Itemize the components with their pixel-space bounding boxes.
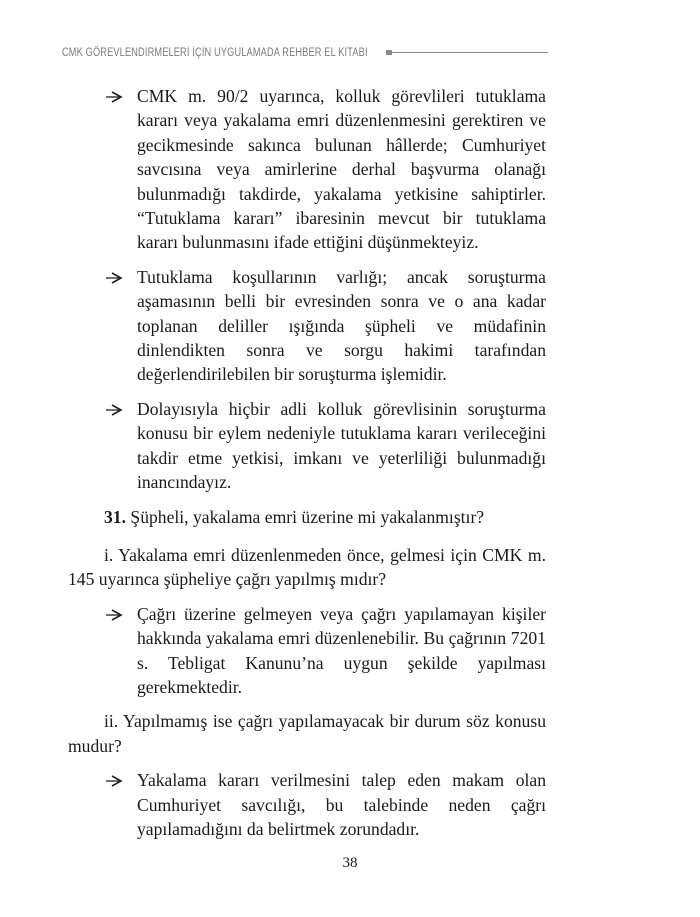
header-rule: [386, 52, 548, 53]
question-heading: [68, 505, 546, 529]
bullet-text: Tutuklama koşullarının varlığı; ancak soruşturma aşamasının belli bir evresinden sonra ve o ana kadar toplanan deliller ışığında şüpheli ve müdafinin dinlendikten sonra ve sorgu hakimi tarafından değerlendirilebilen bir soruşturma işlemidir.: [137, 266, 546, 385]
bullet-text: Dolayısıyla hiçbir adli kolluk görevlisinin soruşturma konusu bir eylem nedeniyle tutuklama kararı verileceğini takdir etme yetkisi, imkanı ve yeterliliği bulunmadığı inancındayız.: [137, 398, 546, 493]
bullet-text: Yakalama kararı verilmesini talep eden makam olan Cumhuriyet savcılığı, bu talebinde neden çağrı yapılamadığını da belirtmek zorundadır.: [137, 770, 546, 839]
arrow-right-icon: [104, 84, 126, 108]
bullet-item: [68, 602, 546, 700]
bullet-item: [68, 768, 546, 841]
arrow-right-icon: [104, 768, 126, 792]
arrow-right-icon: [104, 265, 126, 289]
running-header: [62, 45, 548, 61]
arrow-right-icon: [104, 602, 126, 626]
question-text: Şüpheli, yakalama emri üzerine mi yakalanmıştır?: [130, 506, 485, 527]
bullet-item: [68, 84, 546, 255]
running-title: CMK GÖREVLENDİRMELERİ İÇİN UYGULAMADA REHBER EL KİTABI: [62, 47, 368, 59]
question-number: 31.: [104, 506, 126, 527]
sub-question-i: i. Yakalama emri düzenlenmeden önce, gelmesi için CMK m. 145 uyarınca şüpheliye çağrı yapılmış mıdır?: [68, 544, 546, 590]
bullet-text: CMK m. 90/2 uyarınca, kolluk görevlileri tutuklama kararı veya yakalama emri düzenlenmesini gerektiren ve gecikmesinde sakınca bulunan hâllerde; Cumhuriyet savcısına veya amirlerine derhal başvurma olanağı bulunmadığı takdirde, yakalama yetkisine sahiptirler. “Tutuklama kararı” ibaresinin mevcut bir tutuklama kararı bulunmasını ifade ettiğini düşünmekteyiz.: [137, 86, 546, 253]
sub-question-ii: ii. Yapılmamış ise çağrı yapılamayacak bir durum söz konusu mudur?: [68, 711, 546, 756]
arrow-right-icon: [104, 397, 126, 421]
page-body: [68, 84, 546, 851]
bullet-item: [68, 397, 546, 495]
bullet-item: [68, 265, 546, 387]
bullet-text: Çağrı üzerine gelmeyen veya çağrı yapılamayan kişiler hakkında yakalama emri düzenlenebilir. Bu çağrının 7201 s. Tebligat Kanunu’na uygun şekilde yapılması gerekmektedir.: [137, 603, 546, 697]
page-number: 38: [342, 855, 358, 871]
